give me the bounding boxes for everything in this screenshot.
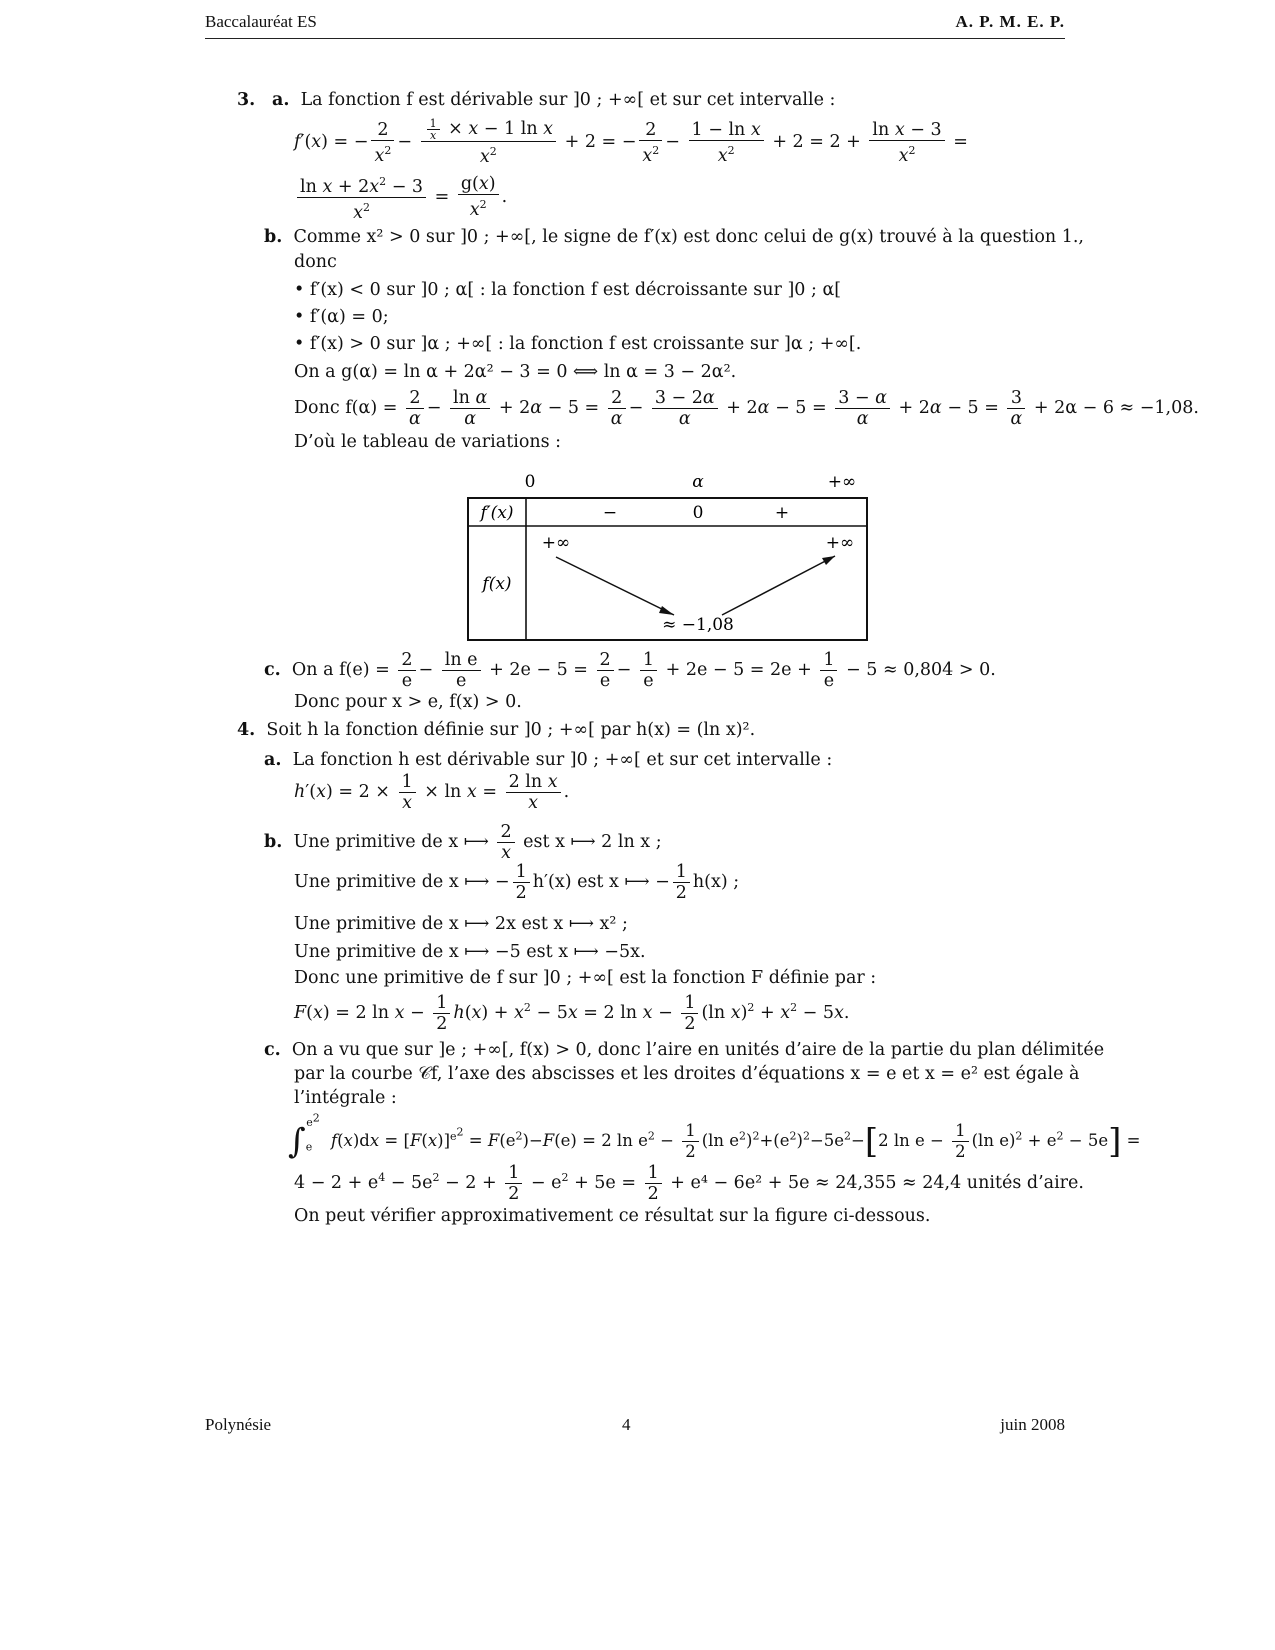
q3c-formula: c. On a f(e) = $\frac{2}{e}$ − $\frac{\text{ln e}}{e}$ + 2e − 5 = $\frac{2}{e}$ − $\frac{1}{e}$ + 2e − 5 = 2e + $\frac{1}{e}$ − 5 ≈ 0,804 > 0. — [264, 650, 996, 691]
table-x-alpha: α — [692, 472, 704, 492]
table-left-limit: +∞ — [541, 533, 571, 553]
increasing-arrow-head — [822, 556, 835, 565]
q3-number: 3. — [237, 90, 256, 110]
q4b-line2-pre: Une primitive de x ⟼ − — [294, 872, 510, 892]
table-right-limit: +∞ — [825, 533, 855, 553]
q4c-line1 — [264, 1038, 1104, 1062]
q4c-line3: l’intégrale : — [294, 1088, 397, 1108]
q4c-result: $4 - 2 + e^4 - 5e^2 - 2$ + $\frac{1}{2}$ − $e^2 + 5e$ = $\frac{1}{2}$ + e⁴ − 6e² + 5e ≈ 24,355 ≈ 24,4 unités d’aire. — [294, 1163, 1084, 1204]
increasing-arrow — [722, 556, 835, 615]
table-sign-plus: + — [774, 503, 790, 523]
q4a-line — [264, 748, 832, 772]
q3c-line2: Donc pour x > e, f(x) > 0. — [294, 692, 522, 712]
table-row2-label: f(x) — [482, 574, 512, 594]
q4b-line2-mid: h′(x) est x ⟼ − — [532, 872, 670, 892]
q3b-bullet3: • f′(x) > 0 sur ]α ; +∞[ : la fonction f est croissante sur ]α ; +∞[. — [294, 334, 862, 354]
q3b-label: b. — [264, 227, 283, 247]
q4b-line5: Donc une primitive de f sur ]0 ; +∞[ est la fonction F définie par : — [294, 968, 877, 988]
q3b-line3: On a g(α) = ln α + 2α² − 3 = 0 ⟺ ln α = 3 − 2α². — [294, 362, 737, 382]
q3a-heading — [237, 88, 835, 112]
table-x-inf: +∞ — [827, 472, 857, 492]
q3a-text: La fonction f est dérivable sur ]0 ; +∞[ et sur cet intervalle : — [300, 90, 836, 110]
footer-left: Polynésie — [205, 1415, 272, 1434]
q3a-label: a. — [271, 90, 290, 110]
q4c-label: c. — [264, 1040, 281, 1060]
q4b-line2: Une primitive de x ⟼ − $\frac{1}{2}$ h′(x) est x ⟼ − $\frac{1}{2}$ h(x) ; — [294, 862, 740, 903]
table-x-0: 0 — [524, 472, 536, 492]
q3a-derivative-formula: f′(x) = − $\frac{2}{x^2}$ − $\frac{1}{x}$ × x − 1 ln x $x^2$ + 2 = − $\frac{2}{x^2}$ − $\frac{\text{1 − ln x}}{x^2}$ + 2 = 2 + $\frac{\text{ln x − 3}}{x^2}$ = — [294, 117, 968, 167]
q4b-line1-post: est x ⟼ 2 ln x ; — [523, 832, 662, 852]
q4a-formula: h′(x) = 2 × $\frac{1}{x}$ × ln x = $\frac{\text{2 ln x}}{x}$ . — [294, 772, 570, 813]
q4b-line4: Une primitive de x ⟼ −5 est x ⟼ −5x. — [294, 942, 646, 962]
q3c-prefix: On a f(e) = — [291, 660, 390, 680]
decreasing-arrow — [556, 557, 674, 615]
table-row1-label: f′(x) — [480, 503, 514, 523]
q3b-result: + 2α − 6 ≈ −1,08. — [1033, 398, 1199, 418]
q4c-text1: On a vu que sur ]e ; +∞[, f(x) > 0, donc l’aire en unités d’aire de la partie du plan délimitée — [291, 1040, 1105, 1060]
q4b-line2-post: h(x) ; — [692, 872, 740, 892]
q4c-last-line: On peut vérifier approximativement ce résultat sur la figure ci-dessous. — [294, 1206, 931, 1226]
q4b-primitive-formula: F(x) = 2 ln x − $\frac{1}{2}$ $h(x) + x^2 - 5x = 2$ ln x − $\frac{1}{2}$ (ln $x)^2 + x^2 - 5x$. — [294, 993, 850, 1034]
q4c-line2: par la courbe 𝒞f, l’axe des abscisses et les droites d’équations x = e et x = e² est égale à — [294, 1064, 1080, 1084]
q4b-label: b. — [264, 832, 283, 852]
footer-right: juin 2008 — [1000, 1415, 1065, 1434]
header-right: A. P. M. E. P. — [955, 12, 1065, 31]
q4b-line1-pre: Une primitive de x ⟼ — [293, 832, 489, 852]
q4-number: 4. — [237, 720, 256, 740]
q3b-bullet2: • f′(α) = 0; — [294, 307, 389, 327]
q4c-integral: $\int_e^{e^2}$ $f(x)dx = [F(x)]^{e^2} = F(e^2)-F(e) = 2$ $\ln e^2$ − $\frac{1}{2}$ (ln $e^2)^2+(e^2)^2-5e^2-[2$ ln e − $\frac{1}{2}$ (ln $e)^2 + e^2 - 5e$] = — [288, 1111, 1141, 1162]
q3b-donc: Donc f(α) = — [294, 398, 398, 418]
variation-table — [460, 470, 880, 645]
q3b-bullet1: • f′(x) < 0 sur ]0 ; α[ : la fonction f est décroissante sur ]0 ; α[ — [294, 280, 842, 300]
table-minimum: ≈ −1,08 — [662, 615, 734, 635]
q4a-text: La fonction h est dérivable sur ]0 ; +∞[ et sur cet intervalle : — [292, 750, 833, 770]
q3c-label: c. — [264, 660, 281, 680]
header-left: Baccalauréat ES — [205, 12, 317, 31]
table-sign-zero: 0 — [692, 503, 704, 523]
q3b-line2: donc — [294, 252, 337, 272]
table-sign-minus: − — [602, 503, 618, 523]
q4-intro: Soit h la fonction définie sur ]0 ; +∞[ par h(x) = (ln x)². — [266, 720, 756, 740]
q4-intro-line — [237, 718, 755, 742]
q3c-result: − 5 ≈ 0,804 > 0. — [846, 660, 996, 680]
q3b-text1: Comme x² > 0 sur ]0 ; +∞[, le signe de f′(x) est donc celui de g(x) trouvé à la question 1., — [293, 227, 1084, 247]
q3a-derivative-result: $\frac{\ln x + 2x^2 - 3}{x^2}$ = $\frac{g(x)}{x^2}$ . — [294, 172, 507, 223]
decreasing-arrow-head — [659, 606, 674, 615]
q3b-f-alpha: Donc f(α) = $\frac{2}{\alpha}$ − $\frac{\text{ln α}}{\alpha}$ + 2α − 5 = $\frac{2}{\alpha}$ − $\frac{3 - 2\alpha}{\alpha}$ + 2α − 5 = $\frac{3 - \alpha}{\alpha}$ + 2α − 5 = $\frac{3}{\alpha}$ + 2α − 6 ≈ −1,08. — [294, 388, 1199, 429]
q4b-line3: Une primitive de x ⟼ 2x est x ⟼ x² ; — [294, 914, 628, 934]
q4c-result-text: + e⁴ − 6e² + 5e ≈ 24,355 ≈ 24,4 unités d’aire. — [670, 1173, 1084, 1193]
q3b-table-intro: D’où le tableau de variations : — [294, 432, 562, 452]
q4a-label: a. — [264, 750, 282, 770]
q4b-line1: b. Une primitive de x ⟼ $\frac{2}{x}$ est x ⟼ 2 ln x ; — [264, 822, 662, 863]
q3b-line1 — [264, 225, 1084, 249]
footer-page-number: 4 — [622, 1415, 631, 1434]
